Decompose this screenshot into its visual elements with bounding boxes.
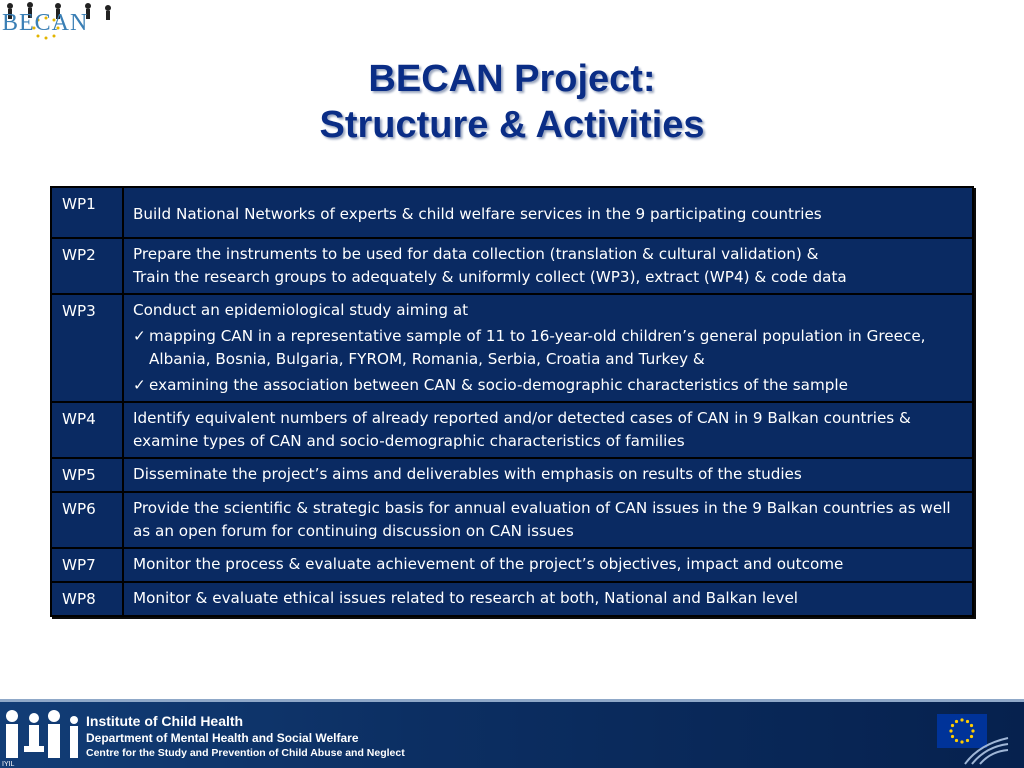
institute-name-block [86,712,405,760]
table-row-wp3 [51,294,973,402]
table-row-wp1 [51,187,973,238]
checkmark-icon: ✓ [133,327,146,345]
table-row-wp7 [51,548,973,582]
logo-text: BECAN [2,10,89,36]
wp-code: WP1 [51,187,123,238]
wp-description-line: Prepare the instruments to be used for data collection (translation & cultural validation) & [133,245,819,263]
table-row-wp4 [51,402,973,458]
checkmark-icon: ✓ [133,376,146,394]
wp-description: Identify equivalent numbers of already reported and/or detected cases of CAN in 9 Balkan countries & examine types of CAN and socio-demographic characteristics of families [123,402,973,458]
wp-intro: Conduct an epidemiological study aiming at [133,301,469,319]
wp-code: WP5 [51,458,123,492]
centre-name: Centre for the Study and Prevention of Child Abuse and Neglect [86,747,405,759]
title-line-1: BECAN Project: [368,58,656,100]
wp-code: WP2 [51,238,123,294]
wp-description [123,238,973,294]
table-row-wp8 [51,582,973,616]
wp-description: Build National Networks of experts & child welfare services in the 9 participating countries [123,187,973,238]
wp-code: WP8 [51,582,123,616]
wp-description-line: Train the research groups to adequately & uniformly collect (WP3), extract (WP4) & code data [133,268,847,286]
wp-code: WP7 [51,548,123,582]
wp-code: WP6 [51,492,123,548]
check-item-text: examining the association between CAN & socio-demographic characteristics of the sample [149,376,848,394]
title-line-2: Structure & Activities [319,104,705,146]
eu-programme-swoosh-icon [960,730,1010,766]
footer-banner [0,699,1024,768]
wp-description: Monitor the process & evaluate achievement of the project’s objectives, impact and outcome [123,548,973,582]
check-list-item [133,325,964,371]
wp-code: WP3 [51,294,123,402]
page-title [0,56,1024,148]
department-name: Department of Mental Health and Social Welfare [86,731,359,745]
wp-description: Disseminate the project’s aims and deliverables with emphasis on results of the studies [123,458,973,492]
wp-description: Monitor & evaluate ethical issues related to research at both, National and Balkan level [123,582,973,616]
institute-name: Institute of Child Health [86,713,244,729]
institute-logo-icon [2,706,84,768]
institute-logo-text: IYIL [2,761,15,768]
work-packages-table [50,186,974,617]
check-list-item [133,374,964,397]
wp-code: WP4 [51,402,123,458]
table-row-wp2 [51,238,973,294]
table-row-wp6 [51,492,973,548]
wp-description [123,294,973,402]
wp-description: Provide the scientific & strategic basis for annual evaluation of CAN issues in the 9 Balkan countries as well as an open forum for continuing discussion on CAN issues [123,492,973,548]
becan-logo [0,0,128,48]
table-row-wp5 [51,458,973,492]
check-item-text: mapping CAN in a representative sample of 11 to 16-year-old children’s general population in Greece, Albania, Bosnia, Bulgaria, FYROM, Romania, Serbia, Croatia and Turkey & [149,327,926,368]
